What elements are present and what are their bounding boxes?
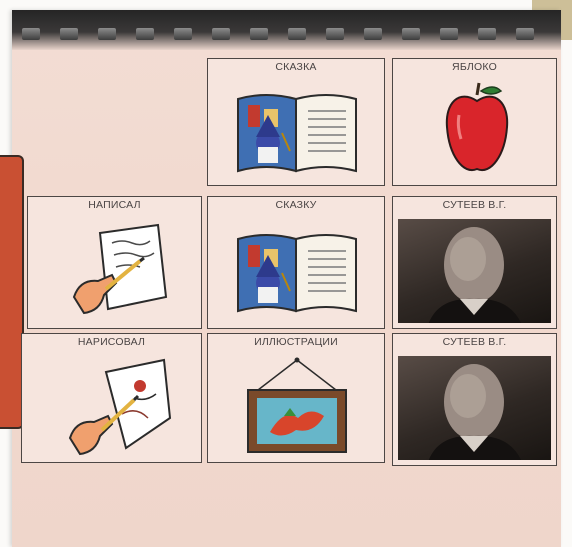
framed-picture-icon xyxy=(244,356,350,456)
card-napisal xyxy=(27,196,202,329)
card-label: НАРИСОВАЛ xyxy=(77,336,146,348)
card-label: ЯБЛОКО xyxy=(452,61,497,73)
binding-ring xyxy=(402,28,420,40)
card-narisoval xyxy=(21,333,202,463)
binding-ring xyxy=(440,28,458,40)
portrait-photo xyxy=(398,219,551,323)
writing-hand-icon xyxy=(70,223,170,319)
book-icon xyxy=(234,225,360,317)
card-skazka xyxy=(207,58,385,186)
spiral-binding xyxy=(12,10,561,50)
binding-ring xyxy=(288,28,306,40)
card-label: СКАЗКУ xyxy=(275,199,317,211)
binding-ring xyxy=(516,28,534,40)
apple-icon xyxy=(443,81,511,179)
binding-ring xyxy=(326,28,344,40)
card-label: НАПИСАЛ xyxy=(88,199,141,211)
binding-ring xyxy=(98,28,116,40)
card-yabloko xyxy=(392,58,557,186)
card-suteev-2 xyxy=(392,333,557,466)
binding-ring xyxy=(478,28,496,40)
binding-ring xyxy=(22,28,40,40)
drawing-hand-icon xyxy=(66,356,172,456)
binding-ring xyxy=(174,28,192,40)
binding-ring xyxy=(136,28,154,40)
portrait-photo xyxy=(398,356,551,460)
binding-ring xyxy=(212,28,230,40)
book-icon xyxy=(234,85,360,177)
card-skazku xyxy=(207,196,385,329)
binding-ring xyxy=(60,28,78,40)
binding-ring xyxy=(364,28,382,40)
binding-ring xyxy=(250,28,268,40)
card-label: СУТЕЕВ В.Г. xyxy=(442,336,507,348)
card-suteev-1 xyxy=(392,196,557,329)
card-label: ИЛЛЮСТРАЦИИ xyxy=(254,336,338,348)
card-illyustratsii xyxy=(207,333,385,463)
card-label: СУТЕЕВ В.Г. xyxy=(442,199,507,211)
card-label: СКАЗКА xyxy=(275,61,317,73)
